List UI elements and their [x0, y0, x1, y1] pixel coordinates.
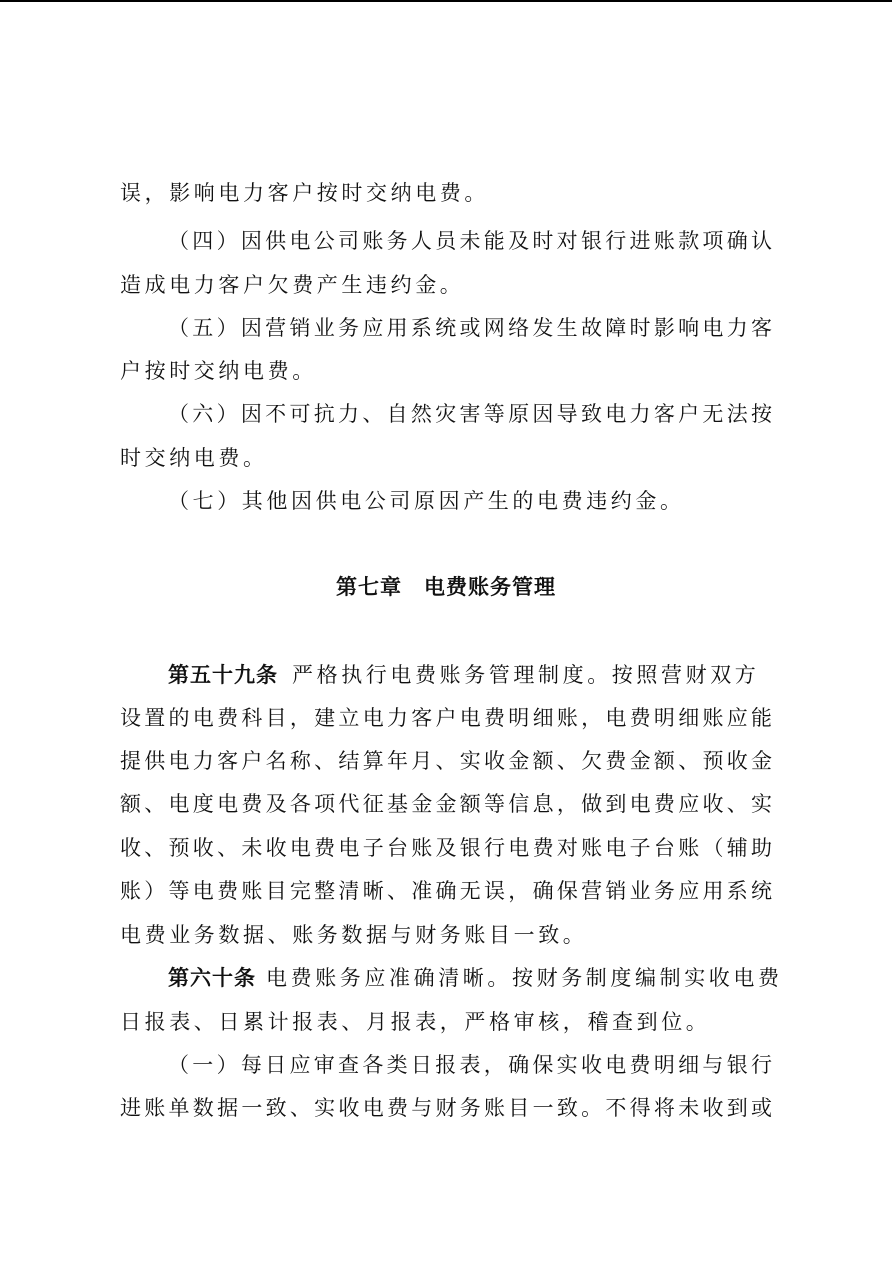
chapter-title: 电费账务管理: [424, 575, 556, 599]
chapter-heading: [0, 570, 892, 604]
item-4-line-1: （四）因供电公司账务人员未能及时对银行进账款项确认: [168, 229, 772, 253]
article-59-text-1: 严格执行电费账务管理制度。按照营财双方: [292, 663, 760, 687]
article-60-line-1: [168, 963, 783, 993]
item-4-line-2: 造成电力客户欠费产生违约金。: [120, 273, 465, 297]
article-59-line-3: 提供电力客户名称、结算年月、实收金额、欠费金额、预收金: [120, 749, 772, 773]
item-6-line-1: （六）因不可抗力、自然灾害等原因导致电力客户无法按: [168, 402, 772, 426]
item-60-1-line-1: （一）每日应审查各类日报表，确保实收电费明细与银行: [168, 1053, 772, 1077]
article-60-label: 第六十条: [168, 966, 256, 990]
item-3-continuation: 误，影响电力客户按时交纳电费。: [120, 181, 489, 205]
item-6-line-2: 时交纳电费。: [120, 446, 268, 470]
item-7-line-1: （七）其他因供电公司原因产生的电费违约金。: [168, 489, 685, 513]
article-60-text-1: 电费账务应准确清晰。按财务制度编制实收电费: [266, 966, 783, 990]
article-59-line-4: 额、电度电费及各项代征基金金额等信息，做到电费应收、实: [120, 792, 772, 816]
article-59-line-1: [168, 660, 772, 690]
article-59-line-2: 设置的电费科目，建立电力客户电费明细账，电费明细账应能: [120, 706, 772, 730]
item-5-line-2: 户按时交纳电费。: [120, 359, 317, 383]
article-59-label: 第五十九条: [168, 663, 278, 687]
article-60-line-2: 日报表、日累计报表、月报表，严格审核，稽查到位。: [120, 1010, 711, 1034]
article-59-line-7: 电费业务数据、账务数据与财务账目一致。: [120, 923, 588, 947]
article-59-line-5: 收、预收、未收电费电子台账及银行电费对账电子台账（辅助: [120, 836, 772, 860]
chapter-number: 第七章: [336, 575, 402, 599]
item-5-line-1: （五）因营销业务应用系统或网络发生故障时影响电力客: [168, 316, 772, 340]
item-60-1-line-2: 进账单数据一致、实收电费与财务账目一致。不得将未收到或: [120, 1096, 772, 1120]
article-59-line-6: 账）等电费账目完整清晰、准确无误，确保营销业务应用系统: [120, 879, 772, 903]
